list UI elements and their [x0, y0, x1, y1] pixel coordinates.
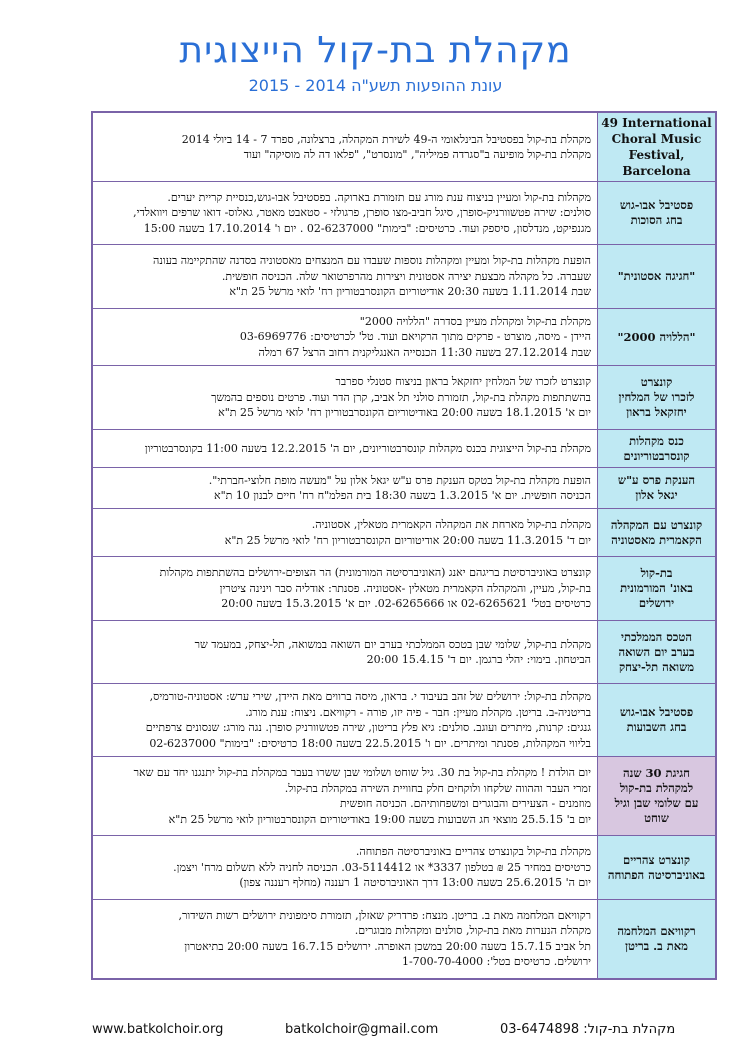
event-name-line: Festival,: [628, 148, 685, 162]
event-name-cell: [598, 309, 717, 366]
description-line: שבת 27.12.2014 בשעה 11:30 הכנסייה האנגליקנית רחוב הרצל 67 רמלה: [258, 345, 591, 359]
schedule-row: [92, 836, 716, 900]
schedule-row: [92, 112, 716, 182]
event-description-cell: [92, 757, 598, 836]
event-name-line: למקהלת בת-קול: [619, 781, 694, 795]
description-line: תל אביב 15.7.15 בשעה 20:00 במשכן האופרה. ירושלים 16.7.15 בשעה 20:00 בתיאטרון: [184, 939, 591, 953]
season-subtitle: עונת ההופעות תשע"ה 2014 - 2015: [248, 76, 503, 95]
schedule-row: [92, 366, 716, 430]
event-name-line: כנס מקהלות: [629, 433, 684, 448]
description-line: יום ה' 25.6.2015 בשעה 13:00 דרך האוניברסיטה 1 רעננה (מחלף רעננה צפון): [239, 876, 591, 890]
event-name-line: "חגיגה אסטונית": [617, 269, 696, 283]
event-name-line: באונ' המורמונית: [620, 581, 693, 595]
event-name-line: שוחט: [644, 811, 669, 825]
event-name-line: בת-קול: [640, 566, 673, 580]
description-line: מקהלת בת-קול מופיעה ב"סגרדה פמיליה", "מונסרט", "פלאו דה לה מוסיקה" ועוד: [243, 148, 591, 161]
event-name-line: לזכרו של המלחין: [618, 390, 695, 404]
description-line: קונצרט באוניברסיטת בריגהם יאנג (האוניברסיטה המורמונית) הר הצופים-ירושלים בהשתתפות מקהלות: [159, 566, 591, 580]
description-line: קונצרט לזכרו של המלחין יחזקאל בראון בניצוח סטנלי ספרבר: [335, 375, 591, 389]
event-name-line: עם שלומי שבן וגיל: [614, 796, 699, 810]
event-name-line: רקוויאם המלחמה: [617, 923, 696, 938]
event-name-line: יחזקאל בראון: [626, 405, 687, 419]
event-name-line: משואה תל-יצחק: [618, 659, 695, 674]
description-line: הופעת מקהלות בת-קול ומעיין ומקהלות נוספות שעבדו עם המנצחים מאסטוניה בסדנה שהתקיימה בעונה: [153, 254, 591, 268]
event-description-cell: [92, 182, 598, 245]
description-line: מקהלת בת-קול בפסטיבל הבינלאומי ה-49 לשירת המקהלה, ברצלונה, ספרד 7 - 14 ביולי 2014: [181, 132, 591, 146]
event-name-line: קונצרט צהריים: [623, 852, 690, 867]
footer: [0, 1022, 751, 1042]
event-description-cell: [92, 557, 598, 621]
event-name-line: 49 International: [601, 116, 712, 130]
event-name-line: הענקת פרס ע"ש: [617, 473, 696, 487]
description-line: ירושלים. כרטיסים בטל': 1-700-70-4000: [401, 955, 591, 969]
description-line: מקהלת בת-קול, שלומי שבן בטכס הממלכתי בערב יום השואה במשואה, תל-יצחק, במעמד שר: [194, 637, 591, 651]
description-line: מגנפיקט, מנדלסון, סיספק ועוד. כרטיסים: "בימות" 02-6237000 . יום ו' 17.10.2014 בשעה 15:00: [143, 221, 591, 235]
description-line: מוזמנים - הצעירים והבוגרים ומשפחותיהם. הכניסה חופשית: [339, 797, 591, 810]
event-name-cell: [598, 245, 717, 309]
description-line: יום ב' 25.5.15 מוצאי חג השבועות בשעה 19:00 באודיטוריום הקונסרבטוריון לואי מרשל 25 ת"א: [168, 812, 591, 826]
description-line: הכניסה חופשית. יום א' 1.3.2015 בשעה 18:30 בית הפלמ"ח רח' חיים לבנון 10 ת"א: [213, 489, 591, 502]
event-description-cell: [92, 900, 598, 979]
description-line: מקהלת הנערות מאת בת-קול, סולנים ומקהלות מבוגרים.: [354, 924, 591, 938]
event-name-line: יגאל אלון: [635, 488, 678, 502]
schedule-row: [92, 468, 716, 509]
description-line: יום ד' 11.3.2015 בשעה 20:00 אודיטוריום הקונסרבטוריון רח' לואי מרשל 25 ת"א: [224, 533, 591, 547]
description-line: מקהלת בת-קול הייצוגית בכנס מקהלות קונסרבטוריונים, יום ה' 12.2.2015 בשעה 11:00 בקונסרבטוריון: [144, 441, 591, 455]
event-name-cell: [598, 468, 717, 509]
schedule-row: [92, 684, 716, 757]
event-name-line: קונסרבטוריונים: [623, 448, 690, 463]
event-name-cell: [598, 621, 717, 684]
description-line: כרטיסים במחיר 25 ₪ בטלפון 3337* או 03-5114412. הכניסה לחניה ללא תשלום מרח' ויצמן.: [173, 860, 591, 874]
event-name-cell: [598, 112, 717, 182]
schedule-row: [92, 245, 716, 309]
event-name-line: "הללויה 2000": [617, 329, 696, 344]
schedule-table: [91, 111, 717, 980]
description-line: שעברה. כל מקהלה מבצעת יצירה אסטונית ויצירות מהרפרטואר שלה. הכניסה חופשית.: [221, 269, 591, 283]
event-name-line: מאת ב. בריטן: [625, 938, 688, 953]
event-name-cell: [598, 557, 717, 621]
event-name-line: ירושלים: [638, 596, 675, 610]
description-line: מקהלת בת-קול בקונצרט צהריים באוניברסיטה הפתוחה.: [355, 845, 591, 859]
event-name-line: פסטיבל אבו-גוש: [619, 705, 694, 719]
event-name-line: Barcelona: [622, 164, 691, 178]
description-line: בליווי המקהלות, פסנתר ומיתרים. יום ו' 22.5.2015 בשעה 18:00 כרטיסים: "בימות" 02-6237000: [149, 736, 591, 750]
description-line: כרטיסים בטל' 02-6265621 או 02-6265666. יום א' 15.3.2015 בשעה 20:00: [221, 597, 591, 611]
event-name-line: קונצרט: [640, 375, 673, 389]
event-name-cell: [598, 182, 717, 245]
event-name-cell: [598, 684, 717, 757]
description-line: הופעת מקהלת בת-קול בטקס הענקת פרס ע"ש יגאל אלון על "מעשה מופת חלוצי-חברתי".: [208, 473, 591, 487]
event-name-cell: [598, 430, 717, 468]
footer-email-link[interactable]: batkolchoir@gmail.com: [285, 1022, 439, 1037]
event-name-line: קונצרט עם המקהלה: [610, 517, 703, 532]
event-description-cell: [92, 684, 598, 757]
description-line: מקהלת בת-קול: ירושלים של זהב בעיבוד י. בראון, מיסה ברווים מאת היידן, שירי ערש: אסטוניה-טורמיס,: [149, 690, 591, 703]
description-line: יום הולדת ! מקהלת בת-קול בת 30. גיל שוחט ושלומי שבן ששרו בעבר במקהלת בת-קול יתנגנו יחד עם שאר: [133, 766, 591, 779]
schedule-row: [92, 900, 716, 979]
event-name-line: Choral Music: [611, 132, 702, 146]
event-description-cell: [92, 430, 598, 468]
description-line: זמרי העבר וההווה שלקחו ולוקחים חלק בחוויית השירה במקהלת בת-קול.: [284, 781, 591, 795]
description-line: סולנים: שירה פטשוורניק-סופרן, סיגל חביב-מצו סופרן, פרגולזי - סטאבט מאטר, גאלוס- דואו שרפים ויוואלדי,: [133, 206, 591, 220]
description-line: מקהלות בת-קול ומעיין בניצוח ענת מורג עם תזמורת בארוקה. בפסטיבל אבו-גוש,כנסיית קריית יערים.: [167, 190, 591, 204]
event-description-cell: [92, 366, 598, 430]
page-title: מקהלת בת-קול הייצוגית: [179, 30, 572, 71]
event-description-cell: [92, 309, 598, 366]
description-line: מקהלת בת-קול מארחת את המקהלה הקאמרית מטאלין, אסטוניה.: [311, 518, 591, 531]
event-description-cell: [92, 621, 598, 684]
event-name-line: בחג השבועות: [626, 720, 687, 734]
event-description-cell: [92, 509, 598, 557]
event-name-line: בחג הסוכות: [630, 213, 683, 227]
schedule-row: [92, 430, 716, 468]
footer-phone: מקהלת בת-קול: 03-6474898: [500, 1022, 676, 1037]
schedule-row: [92, 557, 716, 621]
event-description-cell: [92, 836, 598, 900]
description-line: היידן - מיסה, מוצרט - פרקים מתוך הרקויאם ועוד. טל' לכרטיסים: 03-6969776: [239, 330, 591, 344]
schedule-row: [92, 309, 716, 366]
event-name-line: פסטיבל אבו-גוש: [619, 198, 694, 212]
schedule-row: [92, 509, 716, 557]
event-description-cell: [92, 112, 598, 182]
event-name-cell: [598, 757, 717, 836]
description-line: מקהלת בת-קול ומקהלת מעיין בסדרה "הללויה 2000": [359, 314, 591, 328]
event-description-cell: [92, 245, 598, 309]
event-name-line: באוניברסיטה הפתוחה: [607, 867, 706, 882]
event-name-line: חגיגת 30 שנה: [623, 766, 690, 780]
schedule-row: [92, 182, 716, 245]
event-name-cell: [598, 366, 717, 430]
description-line: בת-קול, מעיין, והמקהלה הקאמרית מטאלין -אסטוניה. פסנתר: אודליה סבר וינינה ציטרין: [219, 581, 591, 595]
event-name-cell: [598, 900, 717, 979]
description-line: שבת 1.11.2014 בשעה 20:30 אודיטוריום הקונסרבטוריון רח' לואי מרשל 25 ת"א: [229, 285, 591, 299]
description-line: הביטחון. בימוי: יהלי ברגמן. יום ד' 15.4.15 20:00: [366, 653, 591, 666]
footer-website-link[interactable]: www.batkolchoir.org: [92, 1022, 224, 1037]
schedule-row: [92, 621, 716, 684]
description-line: בהשתתפות מקהלת בת-קול, תזמורת סולני תל אביב, קרן הדר ועוד. פרטים נוספים בהמשך: [211, 390, 591, 404]
description-line: רקוויאם המלחמה מאת ב. בריטן. מנצח: פרדריק שאזלן, תזמורת סימפונית ירושלים רשות השידור,: [178, 908, 591, 922]
schedule-row: [92, 757, 716, 836]
event-description-cell: [92, 468, 598, 509]
event-name-line: בערב יום השואה: [618, 644, 695, 659]
description-line: יום א' 18.1.2015 בשעה 20:00 באודיטוריום הקונסרבטוריון רח' לואי מרשל 25 ת"א: [218, 406, 591, 420]
event-name-line: הקאמרית מאסטוניה: [611, 532, 702, 547]
description-line: בריטניה-ב. בריטן. מקהלת מעיין: חבר - פיה יזו, פורה - רקוויאם. ניצוח: ענת מורג.: [245, 705, 591, 719]
event-name-line: הטכס הממלכתי: [620, 629, 692, 644]
event-name-cell: [598, 836, 717, 900]
description-line: גנגים: קרנות, מיתרים ועוגב. סולנים: גיא פלץ בריטון, שירה פטשוורניק סופרן. נגה מורג: שנסונים צרפתיים: [145, 721, 591, 734]
event-name-cell: [598, 509, 717, 557]
